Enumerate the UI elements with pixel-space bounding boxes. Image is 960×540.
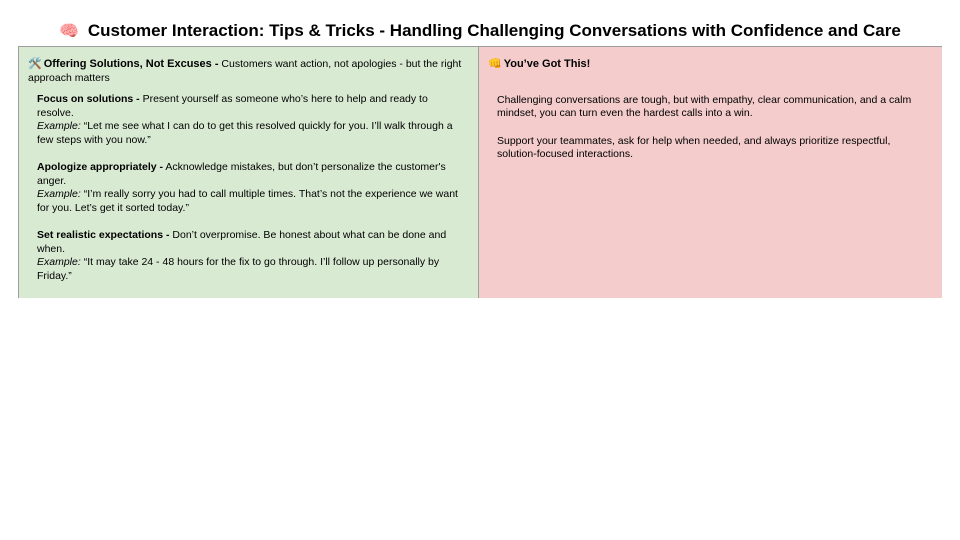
item-text: Don’t overpromise. Be honest about what can be done and when.	[37, 229, 447, 255]
item-text: Present yourself as someone who’s here to help and ready to resolve.	[37, 93, 428, 119]
example-text: “Let me see what I can do to get this resolved quickly for you. I’ll walk through a few steps with you now.”	[37, 120, 453, 146]
brain-icon: 🧠	[59, 21, 80, 40]
solutions-list	[37, 93, 467, 283]
example-label: Example:	[37, 120, 81, 132]
item-text: Acknowledge mistakes, but don’t personalize the customer's anger.	[37, 161, 446, 187]
page-title-text: Customer Interaction: Tips & Tricks - Handling Challenging Conversations with Confidence and Care	[87, 21, 901, 40]
solutions-heading	[28, 57, 478, 85]
item-label: Apologize appropriately -	[37, 161, 164, 173]
example-text: “I’m really sorry you had to call multiple times. That’s not the experience we want for you. Let’s get it sorted today.”	[37, 188, 458, 214]
list-item	[37, 161, 467, 215]
encouragement-body	[497, 94, 927, 162]
solutions-panel	[19, 47, 479, 298]
item-example	[37, 120, 467, 147]
item-example	[37, 188, 467, 215]
item-label: Set realistic expectations -	[37, 229, 170, 241]
solutions-heading-title: Offering Solutions, Not Excuses -	[43, 58, 219, 70]
example-text: “It may take 24 - 48 hours for the fix to go through. I’ll follow up personally by Friday.”	[37, 256, 440, 282]
solutions-heading-text: Customers want action, not apologies - but the right approach matters	[28, 58, 462, 84]
item-example	[37, 256, 467, 283]
item-label: Focus on solutions -	[37, 93, 140, 105]
page-title	[0, 19, 960, 43]
encouragement-panel	[479, 47, 942, 298]
example-label: Example:	[37, 188, 81, 200]
content-table	[18, 46, 942, 298]
encouragement-paragraph: Challenging conversations are tough, but with empathy, clear communication, and a calm mindset, you can turn even the hardest calls into a win.	[497, 93, 912, 119]
example-label: Example:	[37, 256, 81, 268]
fist-bump-icon: 👊	[488, 57, 502, 70]
encouragement-paragraph: Support your teammates, ask for help when needed, and always prioritize respectful, solution-focused interactions.	[497, 134, 891, 160]
list-item	[37, 93, 467, 147]
encouragement-heading	[488, 57, 942, 72]
list-item	[37, 229, 467, 283]
hammer-wrench-icon: 🛠️	[28, 57, 42, 70]
encouragement-heading-title: You’ve Got This!	[503, 58, 591, 70]
